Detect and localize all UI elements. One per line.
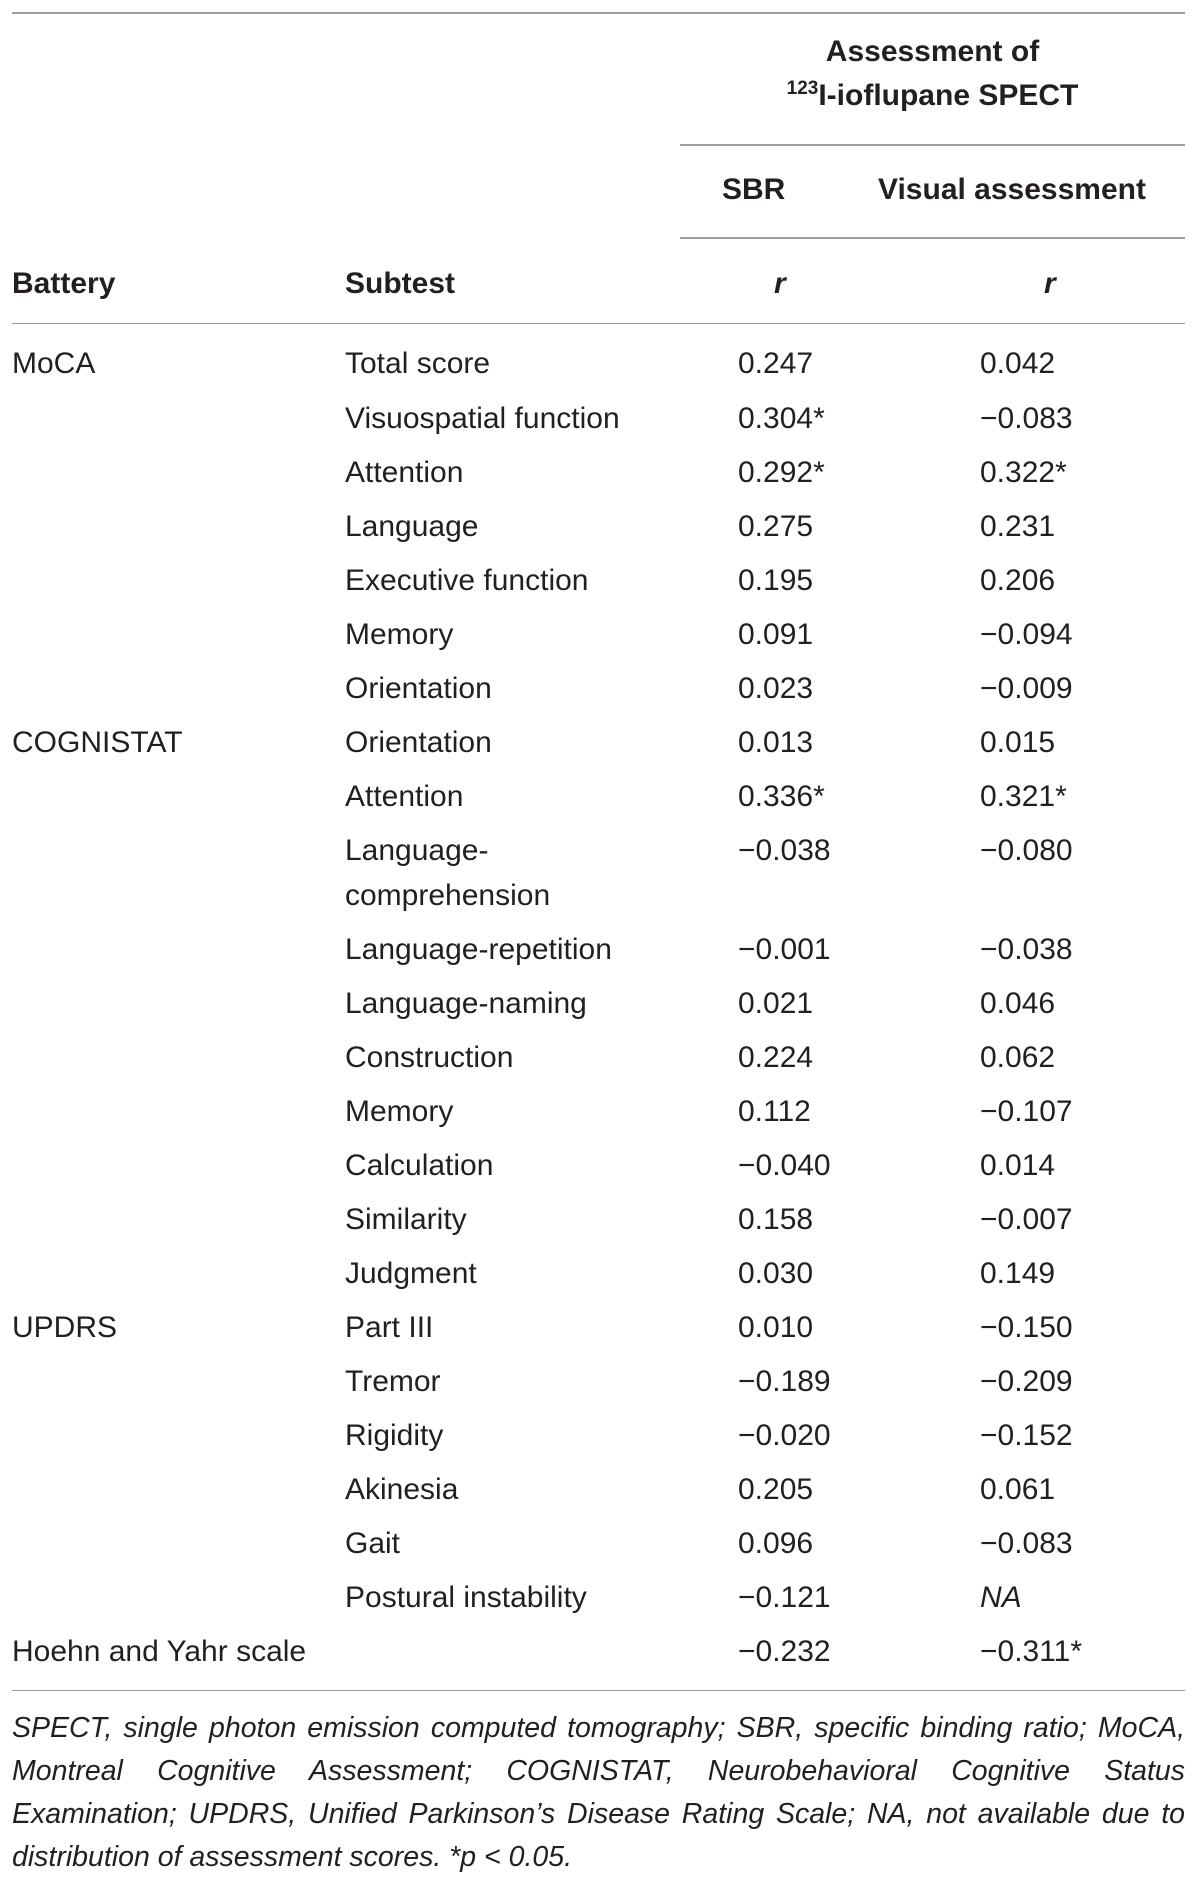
sbr-r-value: 0.224	[738, 1041, 814, 1074]
visual-r-value: −0.080	[980, 834, 1073, 867]
sbr-r-value: 0.030	[738, 1257, 814, 1290]
sbr-r-value: −0.232	[738, 1635, 831, 1668]
sbr-r-value: 0.112	[738, 1095, 811, 1128]
col-header-r-visual: r	[1044, 267, 1056, 300]
sbr-r-value: 0.336*	[738, 780, 825, 813]
visual-r-value: 0.046	[980, 987, 1056, 1020]
visual-r-value: NA	[980, 1581, 1022, 1614]
visual-r-value: −0.094	[980, 618, 1073, 651]
table-footnote: SPECT, single photon emission computed tomography; SBR, specific binding ratio; MoCA, Montreal Cognitive Assessment; COGNISTAT, Neurobehavioral Cognitive Status Examination; UPDRS, Unified Parkinson’s Disease Rating Scale; NA, not available due to distribution of assessment scores. *p < 0.05.	[12, 1712, 1185, 1873]
subtest-cell: Attention	[345, 456, 464, 489]
sbr-r-value: 0.195	[738, 564, 814, 597]
sbr-r-value: −0.040	[738, 1149, 831, 1182]
visual-r-value: −0.083	[980, 402, 1073, 435]
battery-cell: UPDRS	[12, 1311, 118, 1344]
subtest-cell: Similarity	[345, 1203, 467, 1236]
sbr-r-value: 0.247	[738, 347, 814, 380]
visual-r-value: 0.206	[980, 564, 1056, 597]
visual-r-value: 0.015	[980, 726, 1056, 759]
visual-r-value: −0.150	[980, 1311, 1073, 1344]
sbr-r-value: 0.275	[738, 510, 814, 543]
sbr-r-value: 0.013	[738, 726, 814, 759]
subtest-cell: Postural instability	[345, 1581, 587, 1614]
visual-r-value: 0.231	[980, 510, 1056, 543]
visual-r-value: 0.322*	[980, 456, 1067, 489]
subgroup-rule	[680, 237, 1185, 239]
subtest-cell: Construction	[345, 1041, 514, 1074]
subtest-cell: Orientation	[345, 726, 492, 759]
visual-r-value: −0.009	[980, 672, 1073, 705]
subtest-cell: Total score	[345, 347, 491, 380]
battery-cell: Hoehn and Yahr scale	[12, 1635, 307, 1668]
visual-r-value: 0.014	[980, 1149, 1056, 1182]
header-rule	[12, 323, 1185, 324]
subtest-cell: Language-naming	[345, 987, 587, 1020]
sbr-r-value: −0.189	[738, 1365, 831, 1398]
sbr-r-value: 0.091	[738, 618, 814, 651]
subtest-cell: Language	[345, 510, 479, 543]
subtest-cell: Rigidity	[345, 1419, 444, 1452]
subtest-cell: Language-	[345, 834, 489, 867]
subtest-cell: Tremor	[345, 1365, 441, 1398]
subtest-cell-line2: comprehension	[345, 879, 551, 912]
group-title-line2	[680, 74, 1185, 122]
visual-r-value: −0.311*	[980, 1635, 1083, 1668]
group-title-line1: Assessment of	[825, 35, 1040, 68]
sbr-r-value: −0.038	[738, 834, 831, 867]
visual-r-value: −0.209	[980, 1365, 1073, 1398]
visual-r-value: −0.152	[980, 1419, 1073, 1452]
subtest-cell: Calculation	[345, 1149, 494, 1182]
subtest-cell: Memory	[345, 1095, 454, 1128]
battery-cell: MoCA	[12, 347, 96, 380]
sbr-r-value: −0.001	[738, 933, 831, 966]
visual-r-value: −0.007	[980, 1203, 1073, 1236]
group-rule	[680, 144, 1185, 146]
visual-r-value: 0.042	[980, 347, 1056, 380]
bottom-rule	[12, 1690, 1185, 1691]
col-header-r-sbr: r	[774, 267, 786, 300]
sbr-r-value: 0.205	[738, 1473, 814, 1506]
visual-r-value: −0.083	[980, 1527, 1073, 1560]
sbr-r-value: 0.010	[738, 1311, 814, 1344]
visual-r-value: −0.038	[980, 933, 1073, 966]
visual-r-value: 0.149	[980, 1257, 1056, 1290]
sbr-r-value: −0.121	[738, 1581, 831, 1614]
subtest-cell: Gait	[345, 1527, 401, 1560]
visual-r-value: 0.062	[980, 1041, 1056, 1074]
isotope-superscript: 123	[786, 78, 819, 99]
sbr-r-value: 0.158	[738, 1203, 814, 1236]
sbr-r-value: 0.021	[738, 987, 814, 1020]
sbr-r-value: 0.292*	[738, 456, 825, 489]
group-header	[680, 30, 1185, 122]
subtest-cell: Attention	[345, 780, 464, 813]
subtest-cell: Akinesia	[345, 1473, 459, 1506]
subtest-cell: Judgment	[345, 1257, 477, 1290]
subtest-cell: Orientation	[345, 672, 492, 705]
battery-cell: COGNISTAT	[12, 726, 183, 759]
col-header-battery: Battery	[12, 267, 116, 300]
group-title-text: I-ioflupane SPECT	[818, 79, 1079, 112]
top-rule	[12, 12, 1185, 14]
col-header-subtest: Subtest	[345, 267, 456, 300]
col-header-sbr: SBR	[722, 173, 786, 206]
col-header-visual: Visual assessment	[878, 173, 1146, 206]
sbr-r-value: 0.023	[738, 672, 814, 705]
subtest-cell: Visuospatial function	[345, 402, 620, 435]
subtest-cell: Language-repetition	[345, 933, 612, 966]
visual-r-value: 0.321*	[980, 780, 1067, 813]
visual-r-value: 0.061	[980, 1473, 1056, 1506]
subtest-cell: Memory	[345, 618, 454, 651]
sbr-r-value: 0.096	[738, 1527, 814, 1560]
sbr-r-value: 0.304*	[738, 402, 825, 435]
subtest-cell: Executive function	[345, 564, 589, 597]
sbr-r-value: −0.020	[738, 1419, 831, 1452]
subtest-cell: Part III	[345, 1311, 434, 1344]
visual-r-value: −0.107	[980, 1095, 1073, 1128]
